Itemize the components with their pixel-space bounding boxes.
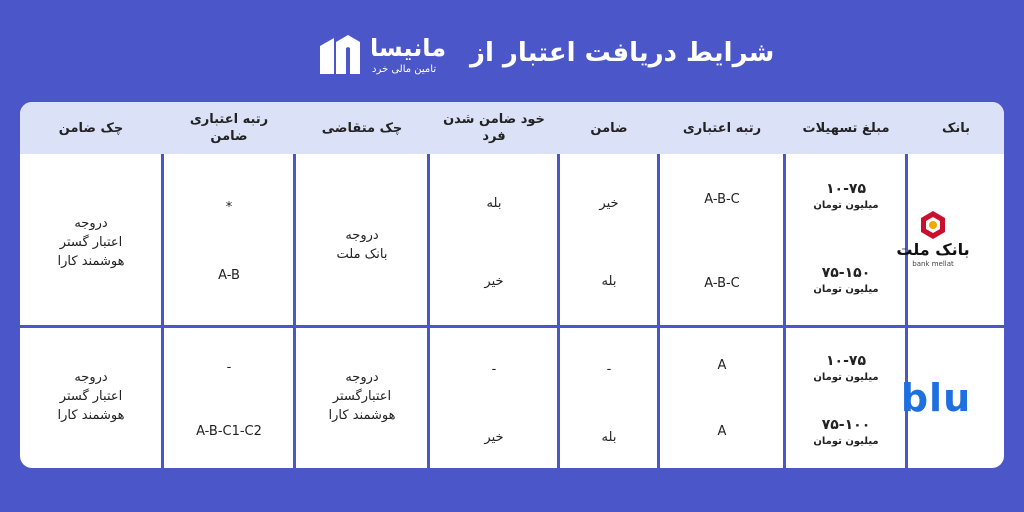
amount-range: ۷۵-۱۰۰: [821, 417, 871, 433]
amount-unit: میلیون تومان: [813, 200, 879, 211]
self-guarantor-value: -: [491, 362, 497, 377]
applicant-check: دروجه اعتبارگستر هوشمند کارا: [328, 370, 396, 423]
guarantor-value: -: [606, 362, 612, 377]
amount-unit: میلیون تومان: [813, 284, 879, 295]
col-header-bank: بانک: [942, 120, 970, 136]
page-header: [0, 14, 1024, 84]
credit-rating: A: [717, 358, 727, 373]
bank-name: بانک ملت: [896, 240, 970, 259]
brand-name: مانیسا: [370, 34, 447, 62]
credit-rating: A-B-C: [704, 192, 740, 207]
guarantor-check: دروجه اعتبار گستر هوشمند کارا: [57, 216, 125, 269]
credit-rating: A-B-C: [704, 276, 740, 291]
amount-range: ۱۰-۷۵: [826, 181, 866, 197]
col-header-guarantor: ضامن: [590, 120, 628, 136]
manisa-logo-icon: [316, 30, 362, 76]
guarantor-value: بله: [601, 430, 617, 445]
self-guarantor-value: خیر: [484, 430, 504, 445]
credit-table: [20, 102, 1004, 468]
col-header-amount: مبلغ تسهیلات: [802, 120, 890, 136]
applicant-check: دروجه بانک ملت: [336, 228, 388, 262]
self-guarantor-value: بله: [486, 196, 502, 211]
col-header-guarantor-credit: رتبه اعتباری ضامن: [189, 112, 269, 144]
col-header-applicant-check: چک متقاضی: [321, 120, 403, 136]
amount-unit: میلیون تومان: [813, 436, 879, 447]
guarantor-value: خیر: [599, 196, 619, 211]
brand-tagline: تامین مالی خرد: [372, 64, 437, 75]
amount-range: ۷۵-۱۵۰: [821, 265, 871, 281]
self-guarantor-value: خیر: [484, 274, 504, 289]
bank-mellat-logo: [896, 210, 970, 270]
amount-unit: میلیون تومان: [813, 372, 879, 383]
guarantor-credit: A-B-C1-C2: [196, 424, 262, 439]
col-header-credit: رتبه اعتباری: [682, 120, 762, 136]
credit-rating: A: [717, 424, 727, 439]
bank-name-latin: bank mellat: [912, 260, 954, 268]
guarantor-check: دروجه اعتبار گستر هوشمند کارا: [57, 370, 125, 423]
guarantor-credit: *: [225, 200, 233, 215]
blu-bank-logo: blu: [900, 376, 972, 420]
page-title: شرایط دریافت اعتبار از: [470, 38, 775, 68]
mellat-emblem-icon: [918, 210, 948, 240]
guarantor-value: بله: [601, 274, 617, 289]
col-header-self-guarantor: خود ضامن شدن فرد: [443, 112, 545, 144]
guarantor-credit: A-B: [218, 268, 240, 283]
row-divider: [20, 325, 1004, 328]
amount-range: ۱۰-۷۵: [826, 353, 866, 369]
col-header-guarantor-check: چک ضامن: [58, 120, 124, 136]
guarantor-credit: -: [226, 360, 232, 375]
